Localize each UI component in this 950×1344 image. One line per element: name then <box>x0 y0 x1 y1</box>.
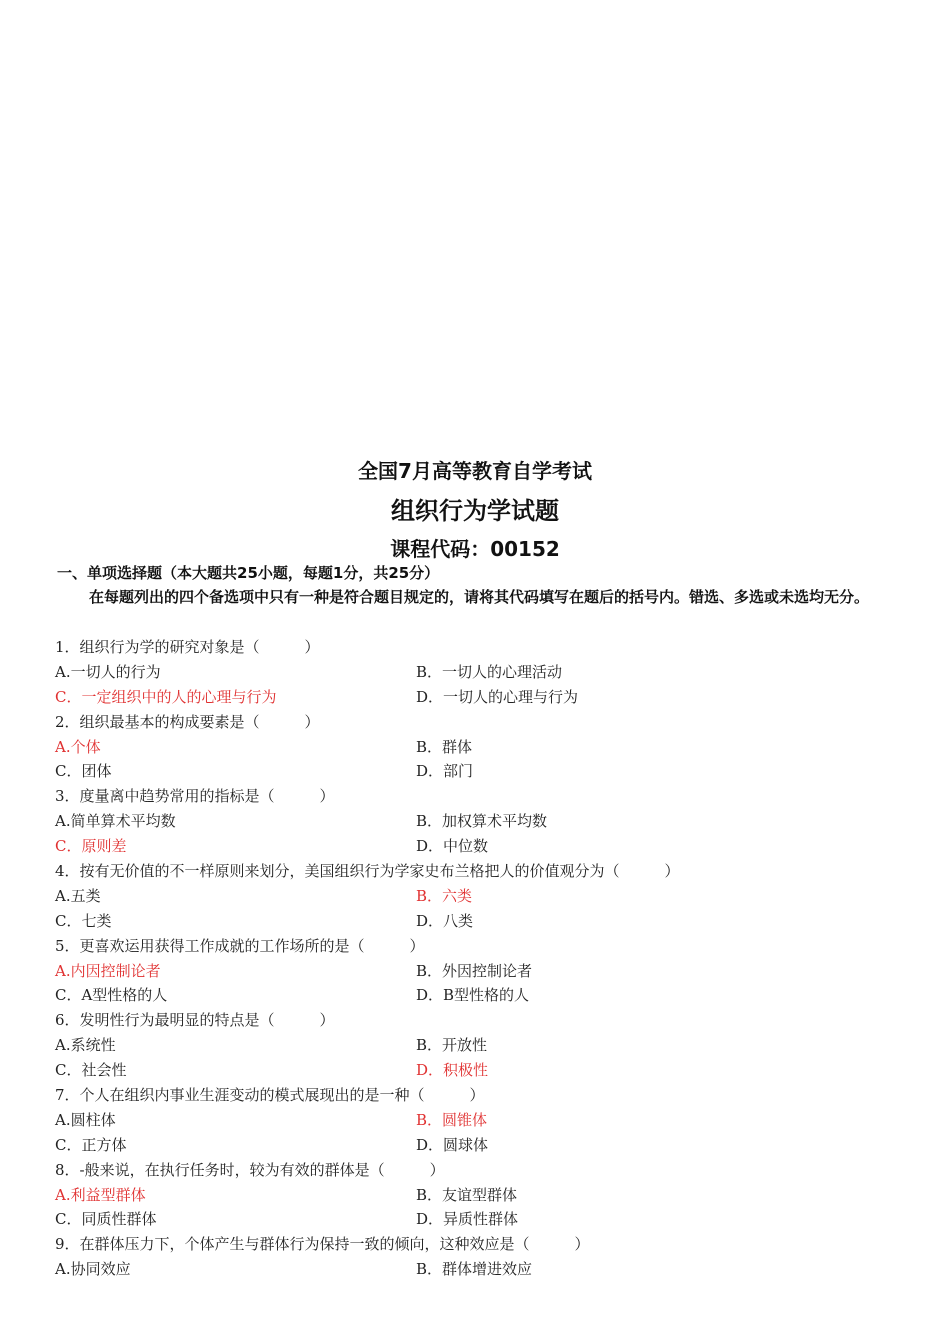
option-row <box>55 1183 915 1208</box>
option-row <box>55 660 915 685</box>
question-stem: 3．度量离中趋势常用的指标是（ ） <box>55 787 335 806</box>
question-stem: 6．发明性行为最明显的特点是（ ） <box>55 1011 335 1030</box>
option: D．中位数 <box>416 837 489 856</box>
option: C．A型性格的人 <box>55 986 168 1005</box>
option: B．友谊型群体 <box>416 1185 518 1204</box>
exam-subject-title: 组织行为学试题 <box>391 497 559 525</box>
exam-title: 全国7月高等教育自学考试 <box>358 459 592 483</box>
option: A.系统性 <box>55 1036 116 1055</box>
option: A.五类 <box>55 886 101 905</box>
option: C．社会性 <box>55 1061 127 1080</box>
option-row <box>55 983 915 1008</box>
option-row <box>55 1033 915 1058</box>
option: A.一切人的行为 <box>55 662 161 681</box>
option: D．一切人的心理与行为 <box>416 687 579 706</box>
question-stem: 1．组织行为学的研究对象是（ ） <box>55 638 320 656</box>
answer-option: D．积极性 <box>416 1061 489 1080</box>
option: A.圆柱体 <box>55 1110 116 1129</box>
option: C．七类 <box>55 911 112 930</box>
option-row <box>55 834 915 859</box>
answer-option: B．圆锥体 <box>416 1110 488 1129</box>
question-stem: 7．个人在组织内事业生涯变动的模式展现出的是一种（ ） <box>55 1086 485 1105</box>
option-row <box>55 1108 915 1133</box>
answer-option: A.个体 <box>55 737 101 756</box>
option: B．一切人的心理活动 <box>416 662 563 681</box>
option: D．八类 <box>416 911 474 930</box>
question-stem: 9．在群体压力下，个体产生与群体行为保持一致的倾向，这种效应是（ ） <box>55 1235 590 1254</box>
option-row <box>55 685 915 710</box>
option: D．圆球体 <box>416 1135 489 1154</box>
question-list <box>55 635 915 1282</box>
option: C．正方体 <box>55 1135 127 1154</box>
option: B．群体 <box>416 737 473 756</box>
option: A.简单算术平均数 <box>55 812 176 831</box>
option-row <box>55 759 915 784</box>
answer-option: C．原则差 <box>55 837 127 856</box>
course-code: 课程代码：00152 <box>390 537 560 561</box>
answer-option: A.利益型群体 <box>55 1185 146 1204</box>
section-instruction: 在每题列出的四个备选项中只有一种是符合题目规定的，请将其代码填写在题后的括号内。错选、多选或未选均无分。 <box>89 588 870 606</box>
option: B．开放性 <box>416 1036 488 1055</box>
option: C．同质性群体 <box>55 1210 157 1229</box>
option-row <box>55 884 915 909</box>
option: D．B型性格的人 <box>416 986 530 1005</box>
question-stem: 4．按有无价值的不一样原则来划分，美国组织行为学家史布兰格把人的价值观分为（ ） <box>55 862 680 881</box>
option-row <box>55 809 915 834</box>
option: D．部门 <box>416 762 474 781</box>
question-stem: 5．更喜欢运用获得工作成就的工作场所的是（ ） <box>55 936 425 955</box>
option: B．群体增进效应 <box>416 1260 533 1279</box>
answer-option: C．一定组织中的人的心理与行为 <box>55 687 277 706</box>
question-stem: 2．组织最基本的构成要素是（ ） <box>55 712 320 731</box>
option-row <box>55 1257 915 1282</box>
option: A.协同效应 <box>55 1260 131 1279</box>
option-row <box>55 1207 915 1232</box>
option: C．团体 <box>55 762 112 781</box>
option-row <box>55 1133 915 1158</box>
answer-option: B．六类 <box>416 886 473 905</box>
question-stem: 8．-般来说，在执行任务时，较为有效的群体是（ ） <box>55 1160 445 1179</box>
answer-option: A.内因控制论者 <box>55 961 161 980</box>
option-row <box>55 1058 915 1083</box>
option-row <box>55 909 915 934</box>
section-heading: 一、单项选择题（本大题共25小题，每题1分，共25分） <box>57 564 440 582</box>
option: B．外因控制论者 <box>416 961 533 980</box>
option-row <box>55 959 915 984</box>
option: D．异质性群体 <box>416 1210 519 1229</box>
option-row <box>55 735 915 760</box>
option: B．加权算术平均数 <box>416 812 548 831</box>
